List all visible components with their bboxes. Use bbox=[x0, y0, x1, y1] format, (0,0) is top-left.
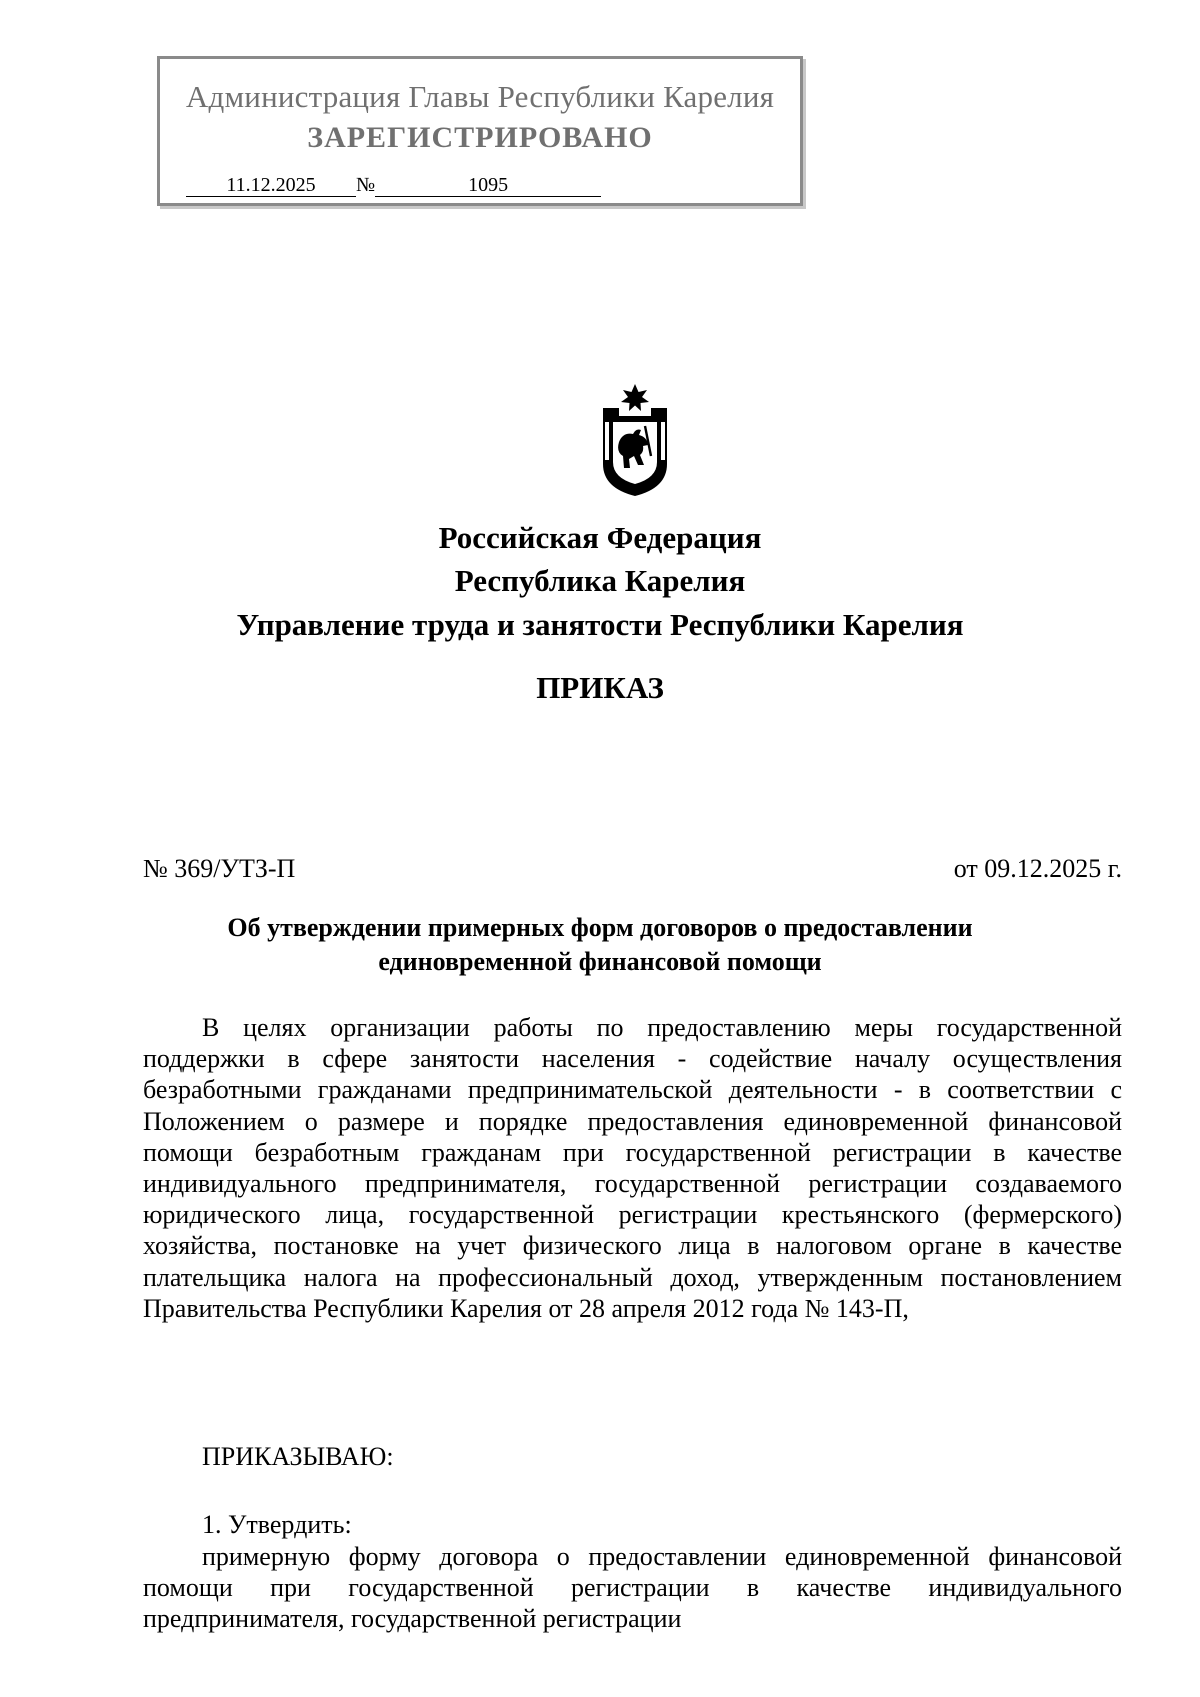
preamble-paragraph: В целях организации работы по предоставлению меры государственной поддержки в сфере занятости населения - содействие началу осуществления безработными гражданами предпринимательской деятельности - в соответствии с Положением о размере и порядке предоставления единовременной финансовой помощи безработным гражданам при государственной регистрации в качестве индивидуального предпринимателя, государственной регистрации создаваемого юридического лица, государственной регистрации крестьянского (фермерского) хозяйства, постановке на учет физического лица в налоговом органе в качестве плательщика налога на профессиональный доход, утвержденным постановлением Правительства Республики Карелия от 28 апреля 2012 года № 143-П, bbox=[143, 1013, 1122, 1323]
order-subject bbox=[0, 911, 1200, 979]
order-number: № 369/УТЗ-П bbox=[143, 854, 296, 883]
order-date: от 09.12.2025 г. bbox=[953, 854, 1122, 883]
stamp-date: 11.12.2025 bbox=[186, 174, 356, 197]
header-agency: Управление труда и занятости Республики Карелия bbox=[236, 607, 964, 642]
stamp-status: ЗАРЕГИСТРИРОВАНО bbox=[307, 121, 653, 154]
header-country: Российская Федерация bbox=[438, 520, 762, 555]
item-1-heading: 1. Утвердить: bbox=[202, 1510, 352, 1539]
document-type: ПРИКАЗ bbox=[536, 670, 664, 705]
subject-line-2: единовременной финансовой помощи bbox=[378, 947, 822, 976]
subject-line-1: Об утверждении примерных форм договоров о предоставлении bbox=[227, 913, 973, 942]
item-1-text: примерную форму договора о предоставлении единовременной финансовой помощи при государственной регистрации в качестве индивидуального предпринимателя, государственной регистрации bbox=[143, 1542, 1122, 1634]
registration-stamp bbox=[157, 56, 803, 206]
order-word: ПРИКАЗЫВАЮ: bbox=[202, 1442, 394, 1471]
stamp-number-sign: № bbox=[356, 174, 376, 196]
stamp-registration-line bbox=[186, 174, 601, 197]
stamp-number: 1095 bbox=[375, 174, 601, 197]
karelia-coat-of-arms-icon bbox=[589, 382, 681, 500]
stamp-title: Администрация Главы Республики Карелия bbox=[185, 79, 775, 114]
header-republic: Республика Карелия bbox=[454, 563, 746, 598]
